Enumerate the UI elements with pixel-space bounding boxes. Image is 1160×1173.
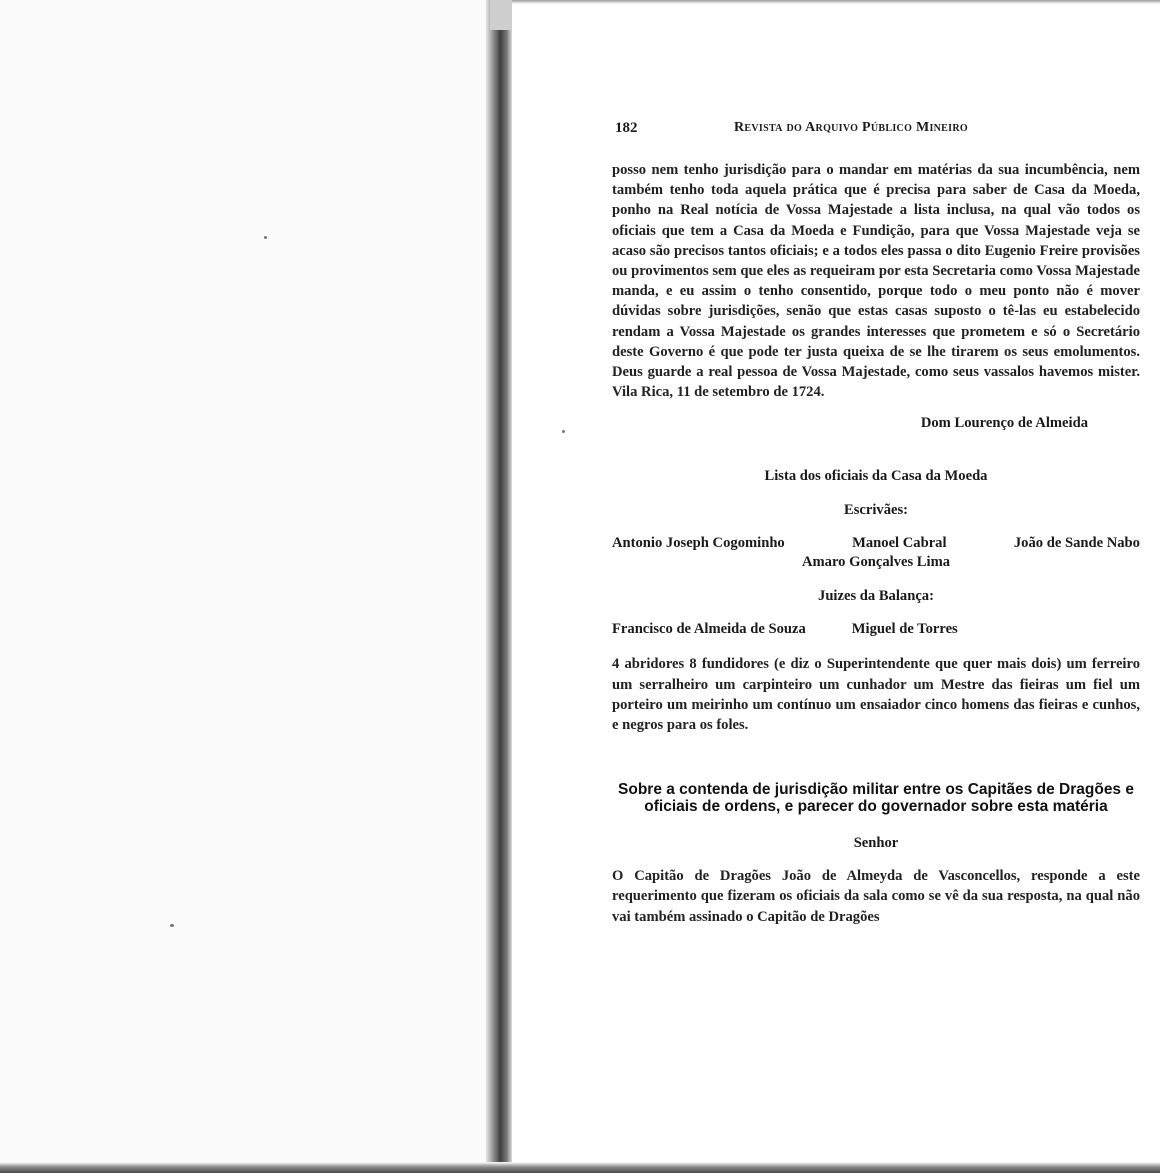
- salutation: Senhor: [853, 835, 899, 852]
- running-header: [612, 118, 1140, 140]
- paper-speck: [562, 430, 565, 433]
- escrivaes-heading: Escrivães:: [843, 502, 909, 519]
- page-number: 182: [615, 120, 638, 136]
- document-page: [612, 118, 1140, 927]
- facing-page-blank: [0, 0, 488, 1173]
- section-paragraph: O Capitão de Dragões João de Almeyda de Vasconcellos, responde a este requerimento que fizeram os oficiais da sala como se vê da sua resposta, na qual não vai também assinado o Capitão de Dragões: [612, 868, 1140, 925]
- escrivao-name: Antonio Joseph Cogominho: [612, 535, 785, 552]
- section-heading: Sobre a contenda de jurisdição militar entre os Capitães de Dragões e oficiais de ordens, e parecer do governador sobre esta matéria: [618, 781, 1134, 816]
- juiz-name: Miguel de Torres: [851, 621, 958, 638]
- escrivao-name: Amaro Gonçalves Lima: [801, 554, 951, 571]
- page-top-edge: [512, 0, 1160, 4]
- paper-speck: [170, 924, 174, 927]
- juizes-heading: Juizes da Balança:: [818, 588, 934, 605]
- page-bottom-edge: [0, 1162, 1160, 1173]
- paper-speck: [264, 236, 267, 239]
- escrivao-name: Manoel Cabral: [852, 535, 947, 552]
- escrivao-name: João de Sande Nabo: [1013, 535, 1140, 552]
- signature: Dom Lourenço de Almeida: [920, 415, 1088, 432]
- journal-title: Revista do Arquivo Público Mineiro: [734, 120, 968, 135]
- escrivaes-names: [612, 535, 1140, 552]
- officials-list-title: Lista dos oficiais da Casa da Moeda: [764, 468, 988, 485]
- book-spine: [486, 0, 512, 1173]
- officers-list: 4 abridores 8 fundidores (e diz o Superintendente que quer mais dois) um ferreiro um serralheiro um carpinteiro um cunhador um Mestre das fieiras um fiel um porteiro um meirinho um contínuo um ensaiador cinco homens das fieiras e cunhos, e negros para os foles.: [612, 656, 1140, 734]
- juizes-names: [612, 621, 1140, 638]
- juiz-name: Francisco de Almeida de Souza: [612, 621, 806, 638]
- book-spine-top: [490, 0, 512, 30]
- letter-paragraph: posso nem tenho jurisdição para o mandar em matérias da sua incumbência, nem também tenho toda aquela prática que é precisa para saber de Casa da Moeda, ponho na Real notícia de Vossa Majestade a lista inclusa, na qual vão todos os oficiais que tem a Casa da Moeda e Fundição, para que Vossa Majestade veja se acaso são precisos tantos oficiais; e a todos eles passa o dito Eugenio Freire provisões ou provimentos sem que eles as requeiram por esta Secretaria como Vossa Majestade manda, e eu assim o tenho consentido, porque todo o meu ponto não é mover dúvidas sobre jurisdições, senão que estas casas suposto o tê-las eu estabelecido rendam a Vossa Majestade os grandes interesses que prometem e só o Secretário deste Governo é que pode ter justa queixa de se lhe tirarem os seus emolumentos. Deus guarde a real pessoa de Vossa Majestade, como seus vassalos havemos mister. Vila Rica, 11 de setembro de 1724.: [612, 162, 1140, 401]
